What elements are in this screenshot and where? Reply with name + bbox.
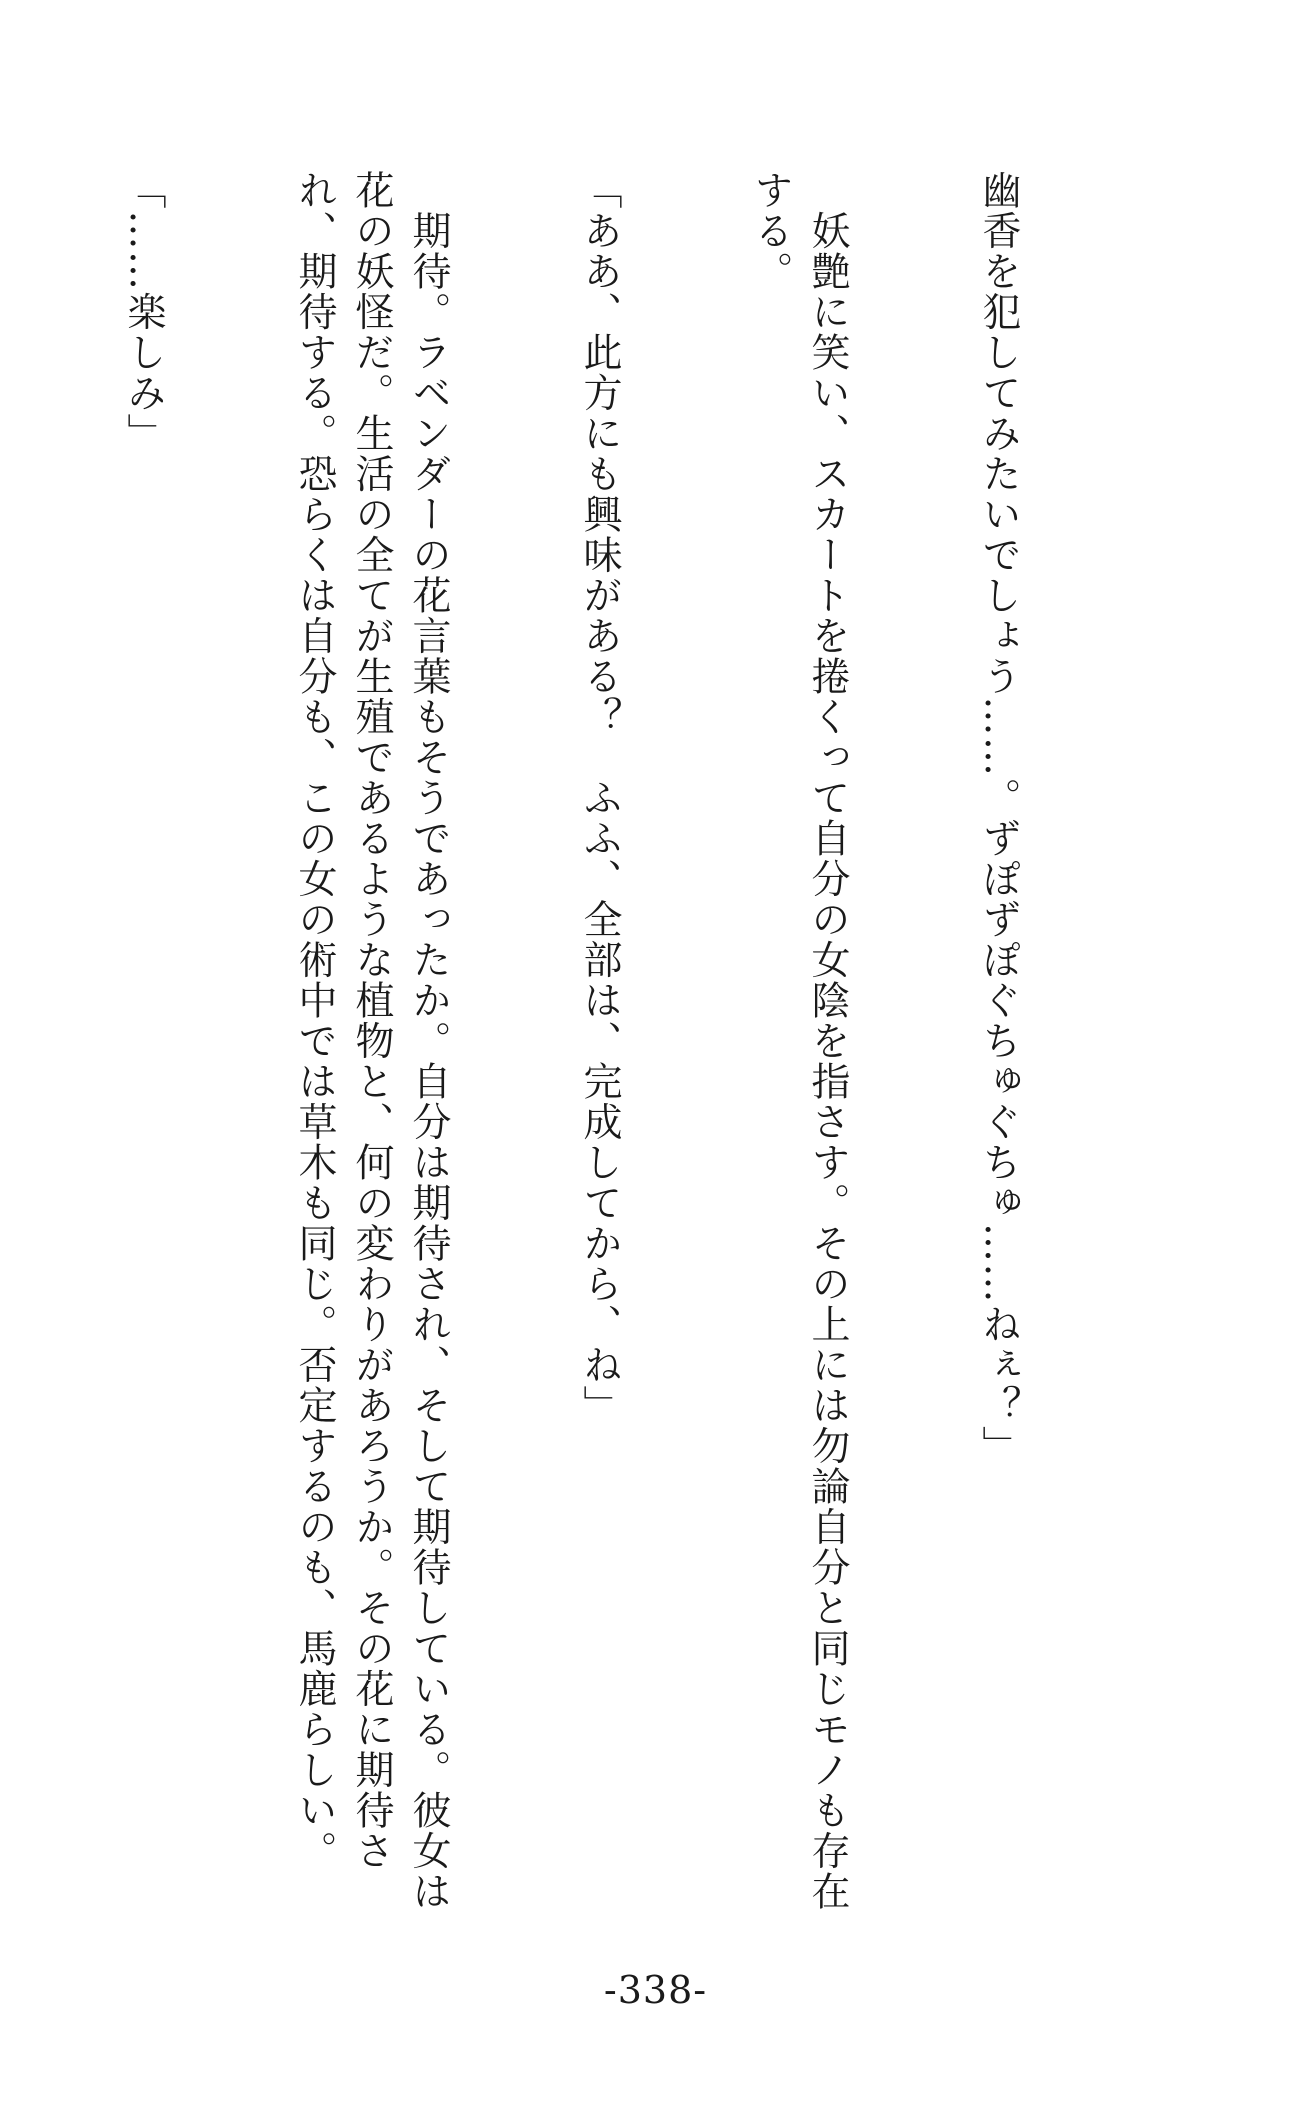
paragraph-4: 期待。ラベンダーの花言葉もそうであったか。自分は期待され、そして期待している。彼女は花の妖怪だ。生活の全てが生殖であるような植物と、何の変わりがあろうか。その花に期待され、期待する。恐らくは自分も、この女の術中では草木も同じ。否定するのも、馬鹿らしい。 — [292, 170, 451, 1912]
paragraph-1: 幽香を犯してみたいでしょう……。ずぽずぽぐちゅぐちゅ……ねぇ？」 — [976, 170, 1021, 1466]
body-text — [121, 170, 1141, 1920]
paragraph-5: 「……楽しみ」 — [121, 170, 166, 454]
paragraph-6 — [0, 170, 1, 1920]
paragraph-2: 妖艶に笑い、スカートを捲くって自分の女陰を指さす。その上には勿論自分と同じモノも存在する。 — [748, 170, 850, 1912]
paragraph-3: 「ああ、此方にも興味がある？ ふふ、全部は、完成してから、ね」 — [577, 170, 622, 1426]
page-number: -338- — [603, 1968, 708, 2012]
